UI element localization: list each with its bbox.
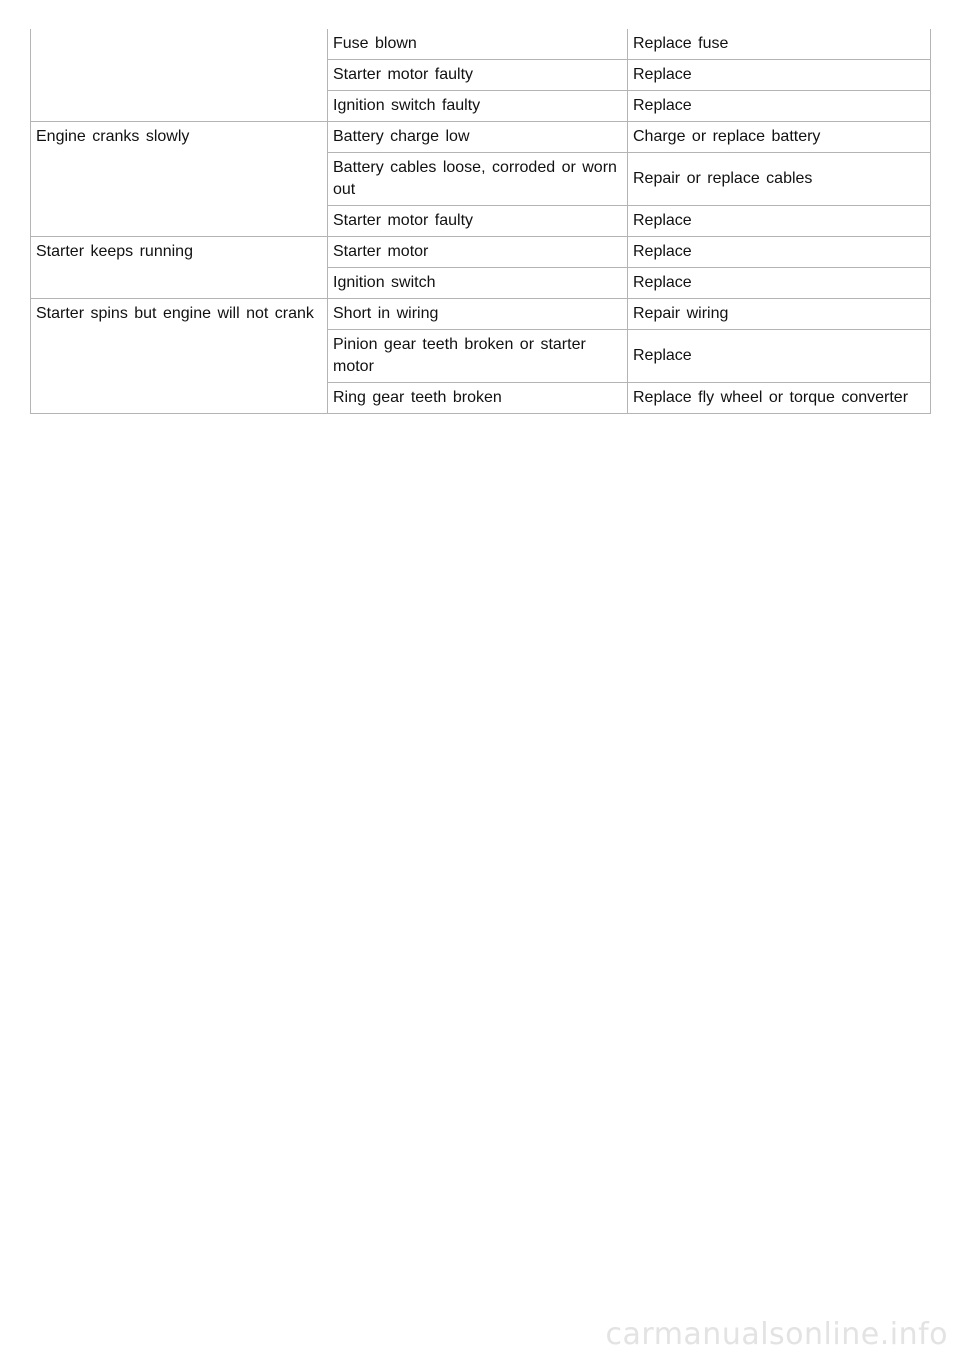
cause-cell: Ignition switch [328, 268, 628, 299]
remedy-cell: Charge or replace battery [628, 122, 931, 153]
remedy-cell: Replace fuse [628, 29, 931, 60]
symptom-cell: Starter keeps running [31, 237, 328, 299]
remedy-cell: Replace [628, 268, 931, 299]
cause-cell: Starter motor faulty [328, 206, 628, 237]
remedy-cell: Repair or replace cables [628, 153, 931, 206]
remedy-cell: Replace [628, 237, 931, 268]
remedy-cell: Replace [628, 91, 931, 122]
document-page [30, 29, 930, 414]
table-row [31, 237, 931, 268]
troubleshooting-table [30, 29, 931, 414]
cause-cell: Starter motor faulty [328, 60, 628, 91]
watermark: carmanualsonline.info [605, 1317, 948, 1352]
remedy-cell: Replace [628, 60, 931, 91]
remedy-cell: Replace [628, 330, 931, 383]
remedy-cell: Replace [628, 206, 931, 237]
cause-cell: Battery cables loose, corroded or worn out [328, 153, 628, 206]
symptom-cell: Starter spins but engine will not crank [31, 299, 328, 414]
cause-cell: Battery charge low [328, 122, 628, 153]
cause-cell: Pinion gear teeth broken or starter motor [328, 330, 628, 383]
cause-cell: Starter motor [328, 237, 628, 268]
cause-cell: Fuse blown [328, 29, 628, 60]
table-row [31, 29, 931, 60]
remedy-cell: Repair wiring [628, 299, 931, 330]
cause-cell: Ignition switch faulty [328, 91, 628, 122]
table-row [31, 299, 931, 330]
remedy-cell: Replace fly wheel or torque converter [628, 383, 931, 414]
cause-cell: Short in wiring [328, 299, 628, 330]
table-row [31, 122, 931, 153]
symptom-cell [31, 29, 328, 122]
symptom-cell: Engine cranks slowly [31, 122, 328, 237]
cause-cell: Ring gear teeth broken [328, 383, 628, 414]
